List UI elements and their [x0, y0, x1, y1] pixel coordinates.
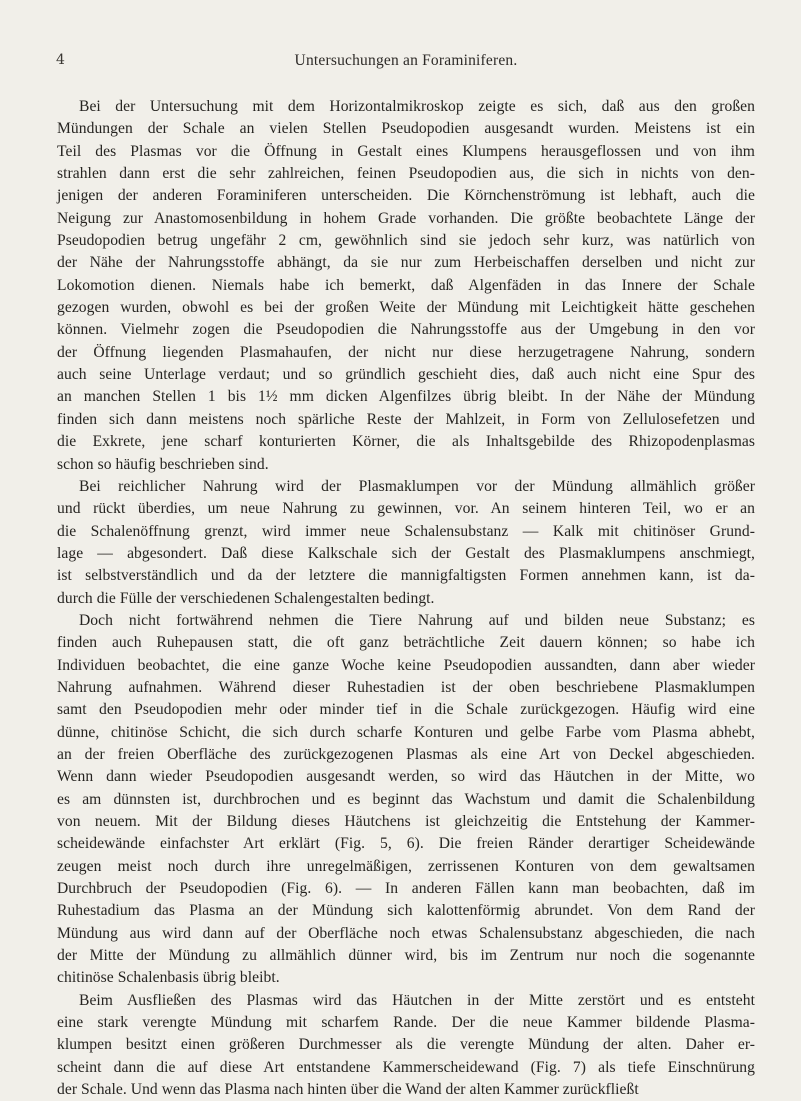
text-line: die Schalenöffnung grenzt, wird immer neue Schalensubstanz — Kalk mit chitinöser Grund- — [57, 522, 755, 540]
running-head — [56, 52, 756, 74]
text-line: finden sich dann meistens noch spärliche Reste der Mahlzeit, in Form von Zellulosefetzen und — [57, 410, 755, 428]
text-line: gezogen wurden, obwohl es bei der großen Weite der Mündung mit Leichtigkeit hätte geschehen — [57, 299, 755, 317]
text-line: Mündungen der Schale an vielen Stellen Pseudopodien ausgesandt wurden. Meistens ist ein — [57, 120, 755, 138]
text-line: der Mitte der Mündung zu allmählich dünner wird, bis im Zentrum nur noch die sogenannte — [57, 947, 755, 965]
text-line: Teil des Plasmas vor die Öffnung in Gestalt eines Klumpens herausgeflossen und von ihm — [57, 142, 755, 160]
text-line: eine stark verengte Mündung mit scharfem Rande. Der die neue Kammer bildende Plasma- — [57, 1014, 755, 1032]
paragraph — [57, 476, 755, 610]
text-line: der Nähe der Nahrungsstoffe abhängt, da sie nur zum Herbeischaffen derselben und nicht zur — [57, 254, 755, 272]
text-line: scheint dann die auf diese Art entstandene Kammerscheidewand (Fig. 7) als tiefe Einschnürung — [57, 1058, 755, 1076]
text-line: scheidewände einfachster Art erklärt (Fig. 5, 6). Die freien Ränder derartiger Scheidewände — [57, 835, 755, 853]
text-line: der Schale. Und wenn das Plasma nach hinten über die Wand der alten Kammer zurückfließt — [57, 1081, 639, 1099]
text-line: können. Vielmehr zogen die Pseudopodien die Nahrungsstoffe aus der Umgebung in den vor — [57, 321, 755, 339]
text-line: Nahrung aufnahmen. Während dieser Ruhestadien ist der oben beschriebene Plasmaklumpen — [57, 678, 755, 696]
text-line: chitinöse Schalenbasis übrig bleibt. — [57, 969, 280, 987]
text-line: lage — abgesondert. Daß diese Kalkschale sich der Gestalt des Plasmaklumpens anschmiegt, — [57, 544, 755, 562]
text-line: an der freien Oberfläche des zurückgezogenen Plasmas als eine Art von Deckel abgeschieden. — [57, 745, 755, 763]
text-line: Individuen beobachtet, die eine ganze Woche keine Pseudopodien aussandten, dann aber wieder — [57, 656, 755, 674]
text-line: zeugen meist noch durch ihre unregelmäßigen, zerrissenen Konturen von dem gewaltsamen — [57, 857, 755, 875]
text-line: klumpen besitzt einen größeren Durchmesser als die verengte Mündung der alten. Daher er- — [57, 1036, 755, 1054]
paragraph — [57, 990, 755, 1101]
text-line: Bei reichlicher Nahrung wird der Plasmaklumpen vor der Mündung allmählich größer — [79, 477, 755, 495]
paragraph — [57, 96, 755, 476]
text-line: samt den Pseudopodien mehr oder minder tief in die Schale zurückgezogen. Häufig wird eine — [57, 701, 755, 719]
text-line: die Exkrete, jene scharf konturierten Körner, die als Inhaltsgebilde des Rhizopodenplasmas — [57, 433, 755, 451]
paragraph — [57, 610, 755, 990]
text-line: Ruhestadium das Plasma an der Mündung sich kalottenförmig abrundet. Von dem Rand der — [57, 902, 755, 920]
text-line: von neuem. Mit der Bildung dieses Häutchens ist gleichzeitig die Entstehung der Kammer- — [57, 813, 755, 830]
text-line: ist selbstverständlich und da der letztere die mannigfaltigsten Formen annehmen kann, ist da- — [57, 567, 755, 585]
text-line: Mündung aus wird dann auf der Oberfläche noch etwas Schalensubstanz abgeschieden, die nach — [57, 924, 755, 942]
text-line: durch die Fülle der verschiedenen Schalengestalten bedingt. — [57, 589, 435, 607]
text-line: Neigung zur Anastomosenbildung in hohem Grade vorhanden. Die größte beobachtete Länge der — [57, 209, 755, 227]
page-number: 4 — [56, 52, 65, 68]
running-title: Untersuchungen an Foraminiferen. — [294, 52, 518, 69]
text-line: Wenn dann wieder Pseudopodien ausgesandt werden, so wird das Häutchen in der Mitte, wo — [57, 768, 755, 786]
text-line: finden auch Ruhepausen statt, die oft ganz beträchtliche Zeit dauern können; so habe ich — [57, 634, 755, 652]
text-line: Bei der Untersuchung mit dem Horizontalmikroskop zeigte es sich, daß aus den großen — [79, 98, 755, 115]
text-line: und rückt überdies, um neue Nahrung zu gewinnen, vor. An seinem hinteren Teil, wo er an — [57, 500, 755, 518]
text-line: Lokomotion dienen. Niemals habe ich bemerkt, daß Algenfäden in das Innere der Schale — [57, 276, 755, 294]
body-text — [57, 96, 755, 1101]
text-line: strahlen dann erst die sehr zahlreichen, feinen Pseudopodien aus, die sich in nichts von den- — [57, 165, 755, 183]
text-line: schon so häufig beschrieben sind. — [57, 455, 269, 473]
text-line: an manchen Stellen 1 bis 1½ mm dicken Algenfilzes übrig bleibt. In der Nähe der Mündung — [57, 388, 755, 406]
text-line: Durchbruch der Pseudopodien (Fig. 6). — In anderen Fällen kann man beobachten, daß im — [57, 880, 755, 898]
text-line: Beim Ausfließen des Plasmas wird das Häutchen in der Mitte zerstört und es entsteht — [79, 991, 755, 1009]
text-line: Doch nicht fortwährend nehmen die Tiere Nahrung auf und bilden neue Substanz; es — [79, 611, 755, 629]
text-line: der Öffnung liegenden Plasmahaufen, der nicht nur diese herzugetragene Nahrung, sondern — [57, 343, 755, 361]
text-line: Pseudopodien betrug ungefähr 2 cm, gewöhnlich sind sie jedoch sehr kurz, was natürlich von — [57, 232, 755, 250]
text-line: jenigen der anderen Foraminiferen unterscheiden. Die Körnchenströmung ist lebhaft, auch die — [57, 187, 755, 205]
text-line: auch seine Unterlage verdaut; und so gründlich geschieht dies, daß auch nicht eine Spur des — [57, 366, 755, 384]
text-line: dünne, chitinöse Schicht, die sich durch scharfe Konturen und gelbe Farbe vom Plasma abhebt, — [57, 723, 755, 741]
text-line: es am dünnsten ist, durchbrochen und es beginnt das Wachstum und damit die Schalenbildung — [57, 790, 755, 808]
